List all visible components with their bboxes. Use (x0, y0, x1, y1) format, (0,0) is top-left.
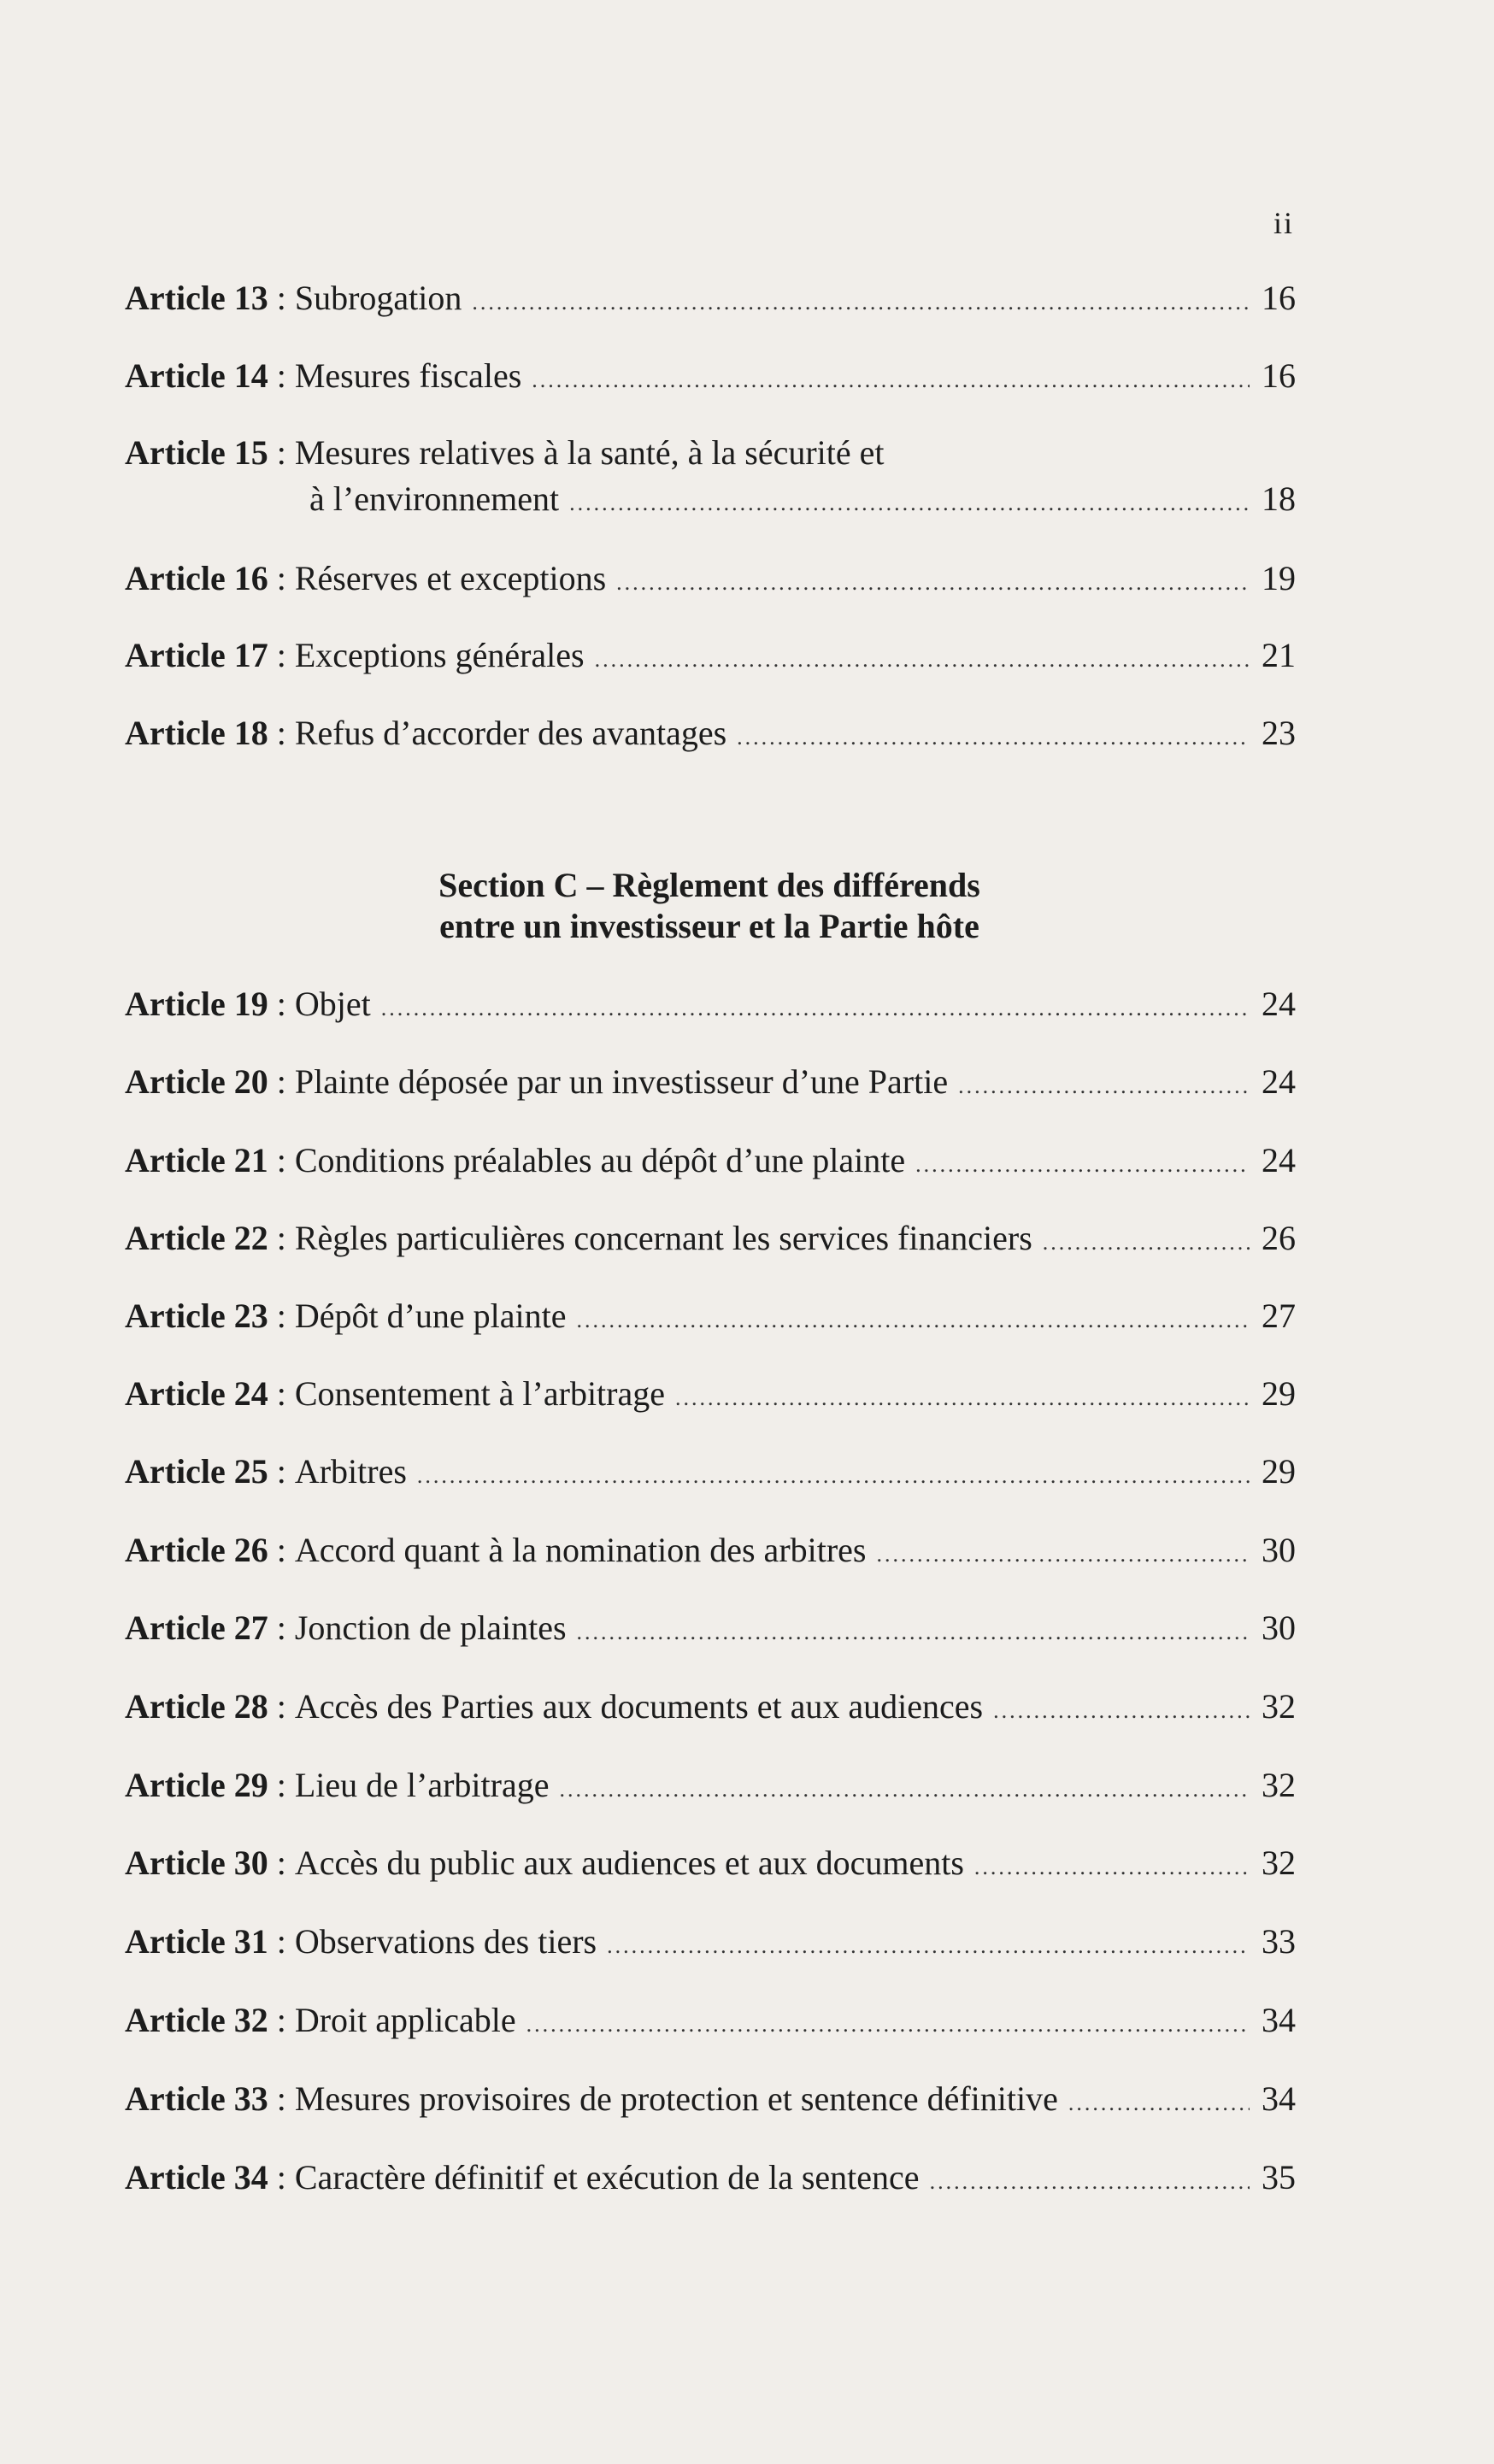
article-title: Règles particulières concernant les services financiers (294, 1219, 1032, 1257)
article-label: Article 33 (125, 2079, 268, 2118)
toc-entry-article-21 (125, 1138, 1296, 1188)
toc-entry-article-18 (125, 710, 1296, 761)
article-label: Article 21 (125, 1141, 268, 1179)
toc-entry-article-26 (125, 1527, 1296, 1578)
dot-leader (472, 279, 1250, 326)
colon: : (268, 559, 295, 597)
colon: : (268, 433, 295, 472)
colon: : (268, 1687, 295, 1726)
page-ref: 35 (1262, 2158, 1296, 2196)
dot-leader (616, 560, 1250, 606)
page-ref: 24 (1262, 1062, 1296, 1101)
page-ref: 34 (1262, 2001, 1296, 2039)
toc-entry-article-33 (125, 2076, 1296, 2126)
article-label: Article 14 (125, 356, 268, 395)
article-label: Article 24 (125, 1374, 268, 1413)
toc-entry-article-34 (125, 2155, 1296, 2205)
dot-leader (607, 1923, 1250, 1969)
article-label: Article 34 (125, 2158, 268, 2196)
dot-leader (930, 2159, 1250, 2205)
article-title: Dépôt d’une plainte (294, 1297, 567, 1335)
toc-entry-article-28 (125, 1684, 1296, 1734)
article-label: Article 27 (125, 1608, 268, 1647)
colon: : (268, 985, 295, 1023)
colon: : (268, 2079, 295, 2118)
article-title: Droit applicable (294, 2001, 516, 2039)
dot-leader (877, 1532, 1250, 1578)
article-title: Observations des tiers (294, 1922, 597, 1961)
article-title: Jonction de plaintes (294, 1608, 567, 1647)
colon: : (268, 1608, 295, 1647)
article-label: Article 30 (125, 1844, 268, 1882)
page-ref: 24 (1262, 985, 1296, 1023)
colon: : (268, 636, 295, 674)
toc-entry-article-24 (125, 1371, 1296, 1421)
article-label: Article 13 (125, 279, 268, 317)
dot-leader (532, 357, 1250, 403)
toc-entry-article-23 (125, 1293, 1296, 1344)
article-title: Consentement à l’arbitrage (294, 1374, 665, 1413)
article-label: Article 25 (125, 1452, 268, 1491)
colon: : (268, 279, 295, 317)
toc-entry-article-13 (125, 275, 1296, 326)
article-label: Article 20 (125, 1062, 268, 1101)
colon: : (268, 1922, 295, 1961)
toc-entry-article-31 (125, 1919, 1296, 1969)
page-ref: 21 (1262, 636, 1296, 674)
article-label: Article 22 (125, 1219, 268, 1257)
article-label: Article 29 (125, 1766, 268, 1804)
section-heading-line-2: entre un investisseur et la Partie hôte (439, 907, 979, 945)
article-title: Exceptions générales (294, 636, 585, 674)
article-title: Plainte déposée par un investisseur d’une Partie (294, 1062, 949, 1101)
dot-leader (381, 985, 1250, 1032)
page-ref: 29 (1262, 1452, 1296, 1491)
dot-leader (577, 1609, 1250, 1655)
colon: : (268, 1219, 295, 1257)
section-heading (256, 865, 1162, 947)
toc-entry-article-27 (125, 1605, 1296, 1655)
colon: : (268, 714, 295, 752)
article-label: Article 17 (125, 636, 268, 674)
page-number: ii (1273, 206, 1295, 240)
dot-leader (974, 1844, 1250, 1891)
page-ref: 24 (1262, 1141, 1296, 1179)
article-title: Mesures fiscales (294, 356, 522, 395)
article-label: Article 28 (125, 1687, 268, 1726)
toc-entry-article-15 (125, 430, 1296, 526)
page-ref: 33 (1262, 1922, 1296, 1961)
article-title: Réserves et exceptions (294, 559, 607, 597)
page-ref: 19 (1262, 559, 1296, 597)
article-label: Article 23 (125, 1297, 268, 1335)
colon: : (268, 2158, 295, 2196)
toc-entry-article-19 (125, 981, 1296, 1032)
toc-entry-article-30 (125, 1840, 1296, 1891)
dot-leader (993, 1688, 1250, 1734)
colon: : (268, 1141, 295, 1179)
toc-entry-article-14 (125, 353, 1296, 403)
page-ref: 32 (1262, 1766, 1296, 1804)
article-title: Refus d’accorder des avantages (294, 714, 727, 752)
page-ref: 30 (1262, 1608, 1296, 1647)
colon: : (268, 1766, 295, 1804)
dot-leader (559, 1767, 1250, 1813)
page-ref: 16 (1262, 279, 1296, 317)
article-title: Objet (294, 985, 371, 1023)
page-ref: 34 (1262, 2079, 1296, 2118)
toc-entry-article-17 (125, 632, 1296, 683)
toc-entry-article-16 (125, 556, 1296, 606)
article-title: Accès du public aux audiences et aux documents (294, 1844, 964, 1882)
toc-entry-article-29 (125, 1762, 1296, 1813)
article-title: Lieu de l’arbitrage (294, 1766, 550, 1804)
colon: : (268, 1531, 295, 1569)
article-label: Article 19 (125, 985, 268, 1023)
toc-entry-article-25 (125, 1449, 1296, 1499)
toc-entry-article-20 (125, 1059, 1296, 1109)
toc-entry-article-22 (125, 1215, 1296, 1266)
article-title-continued: à l’environnement (309, 479, 560, 518)
page-ref: 16 (1262, 356, 1296, 395)
article-title: Conditions préalables au dépôt d’une plainte (294, 1141, 906, 1179)
dot-leader (1043, 1220, 1250, 1266)
colon: : (268, 1297, 295, 1335)
dot-leader (526, 2002, 1250, 2048)
colon: : (268, 356, 295, 395)
colon: : (268, 2001, 295, 2039)
section-heading-line-1: Section C – Règlement des différends (438, 866, 980, 904)
page-ref: 18 (1262, 479, 1296, 518)
article-title: Mesures relatives à la santé, à la sécurité et (294, 433, 885, 472)
toc-entry-article-32 (125, 1997, 1296, 2048)
page-ref: 26 (1262, 1219, 1296, 1257)
dot-leader (577, 1297, 1250, 1344)
article-label: Article 18 (125, 714, 268, 752)
page-ref: 23 (1262, 714, 1296, 752)
dot-leader (417, 1453, 1250, 1499)
dot-leader (915, 1142, 1250, 1188)
dot-leader (569, 480, 1250, 526)
dot-leader (675, 1375, 1250, 1421)
article-label: Article 26 (125, 1531, 268, 1569)
dot-leader (737, 715, 1250, 761)
colon: : (268, 1062, 295, 1101)
colon: : (268, 1844, 295, 1882)
page-ref: 32 (1262, 1687, 1296, 1726)
dot-leader (595, 637, 1250, 683)
article-title: Subrogation (294, 279, 462, 317)
article-title: Arbitres (294, 1452, 407, 1491)
page-ref: 30 (1262, 1531, 1296, 1569)
article-title: Accès des Parties aux documents et aux audiences (294, 1687, 984, 1726)
article-label: Article 31 (125, 1922, 268, 1961)
page-ref: 29 (1262, 1374, 1296, 1413)
dot-leader (1068, 2080, 1250, 2126)
article-label: Article 15 (125, 433, 268, 472)
article-label: Article 32 (125, 2001, 268, 2039)
page-ref: 27 (1262, 1297, 1296, 1335)
article-title: Mesures provisoires de protection et sentence définitive (294, 2079, 1058, 2118)
article-label: Article 16 (125, 559, 268, 597)
colon: : (268, 1374, 295, 1413)
colon: : (268, 1452, 295, 1491)
page-ref: 32 (1262, 1844, 1296, 1882)
article-title: Accord quant à la nomination des arbitres (294, 1531, 867, 1569)
article-title: Caractère définitif et exécution de la sentence (294, 2158, 920, 2196)
dot-leader (958, 1063, 1250, 1109)
